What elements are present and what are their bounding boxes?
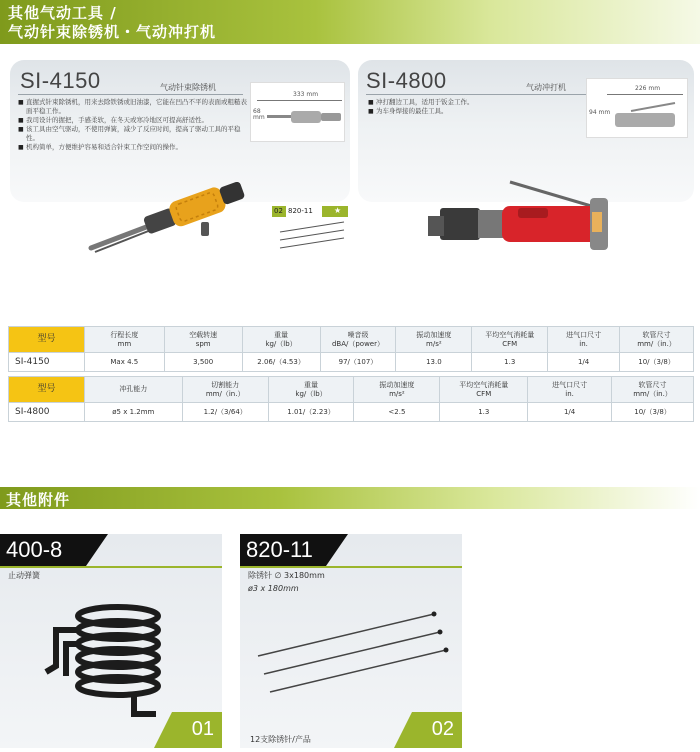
table-cell: 13.0 bbox=[396, 353, 472, 372]
accessory-card-820-11 bbox=[240, 534, 462, 748]
dim-height-label: 94 mm bbox=[589, 109, 611, 116]
table-cell: 1.3 bbox=[440, 403, 528, 422]
column-header: 重量 kg/（lb） bbox=[242, 327, 320, 353]
tool-outline-drawing bbox=[611, 99, 685, 135]
column-header: 进气口尺寸 in. bbox=[548, 327, 620, 353]
table-row bbox=[9, 403, 694, 422]
feature-item: ■ 该工具由空气驱动，不使用弹簧，减少了反应时间，提高了驱动工具的平稳性。 bbox=[18, 125, 248, 143]
tool-image-si4800 bbox=[420, 172, 620, 262]
column-header: 振动加速度 m/s² bbox=[396, 327, 472, 353]
product-name: 气动针束除锈机 bbox=[160, 83, 216, 92]
table-cell: 97/（107） bbox=[320, 353, 396, 372]
table-cell: 1.3 bbox=[472, 353, 548, 372]
column-header: 重量 kg/（lb） bbox=[268, 377, 354, 403]
section-header-accessories bbox=[0, 487, 700, 509]
feature-item: ■ 我司设计的握把，手感柔软，在冬天或寒冷地区可提高舒适性。 bbox=[18, 116, 248, 125]
card-title-tab bbox=[0, 534, 86, 566]
page-header bbox=[0, 0, 700, 44]
accessory-note: 12支除锈针/产品 bbox=[250, 735, 311, 744]
column-header: 软管尺寸 mm/（in.） bbox=[612, 377, 694, 403]
table-cell: SI-4150 bbox=[9, 353, 85, 372]
column-header: 振动加速度 m/s² bbox=[354, 377, 440, 403]
table-cell: 1/4 bbox=[528, 403, 612, 422]
column-header: 型号 bbox=[9, 327, 85, 353]
column-header: 平均空气消耗量 CFM bbox=[440, 377, 528, 403]
title-underline bbox=[18, 94, 243, 95]
product-model: SI-4150 bbox=[20, 68, 101, 93]
header-title-line2: 气动针束除锈机・气动冲打机 bbox=[8, 23, 217, 41]
accessory-name: 除锈针 ∅ 3x180mm bbox=[248, 571, 325, 580]
table-cell: 10/（3/8） bbox=[620, 353, 694, 372]
title-underline bbox=[366, 94, 586, 95]
feature-item: ■ 直握式针束除锈机，用来去除铁锈或旧油漆，它能在凹凸不平的表面或粗糙表面平稳工作。 bbox=[18, 98, 248, 116]
accessory-tag-number: 02 bbox=[274, 207, 283, 215]
table-cell: <2.5 bbox=[354, 403, 440, 422]
feature-item: ■ 机构简单，方便维护容易和适合针束工作空间的操作。 bbox=[18, 143, 248, 152]
needle-thumbnail-image bbox=[276, 220, 348, 254]
table-header-row bbox=[9, 377, 694, 403]
accessory-card-400-8 bbox=[0, 534, 222, 748]
accessory-code: 820-11 bbox=[246, 537, 313, 562]
column-header: 软管尺寸 mm/（in.） bbox=[620, 327, 694, 353]
table-cell: 2.06/（4.53） bbox=[242, 353, 320, 372]
card-underline bbox=[240, 566, 462, 568]
needles-image bbox=[254, 606, 454, 706]
spec-table-si4150 bbox=[8, 326, 694, 372]
dim-height-label: 68 mm bbox=[253, 108, 265, 121]
dimension-diagram bbox=[250, 82, 345, 142]
section-title: 其他附件 bbox=[6, 491, 71, 509]
spring-image bbox=[36, 596, 176, 721]
dim-length-label: 333 mm bbox=[293, 91, 319, 98]
column-header: 型号 bbox=[9, 377, 85, 403]
accessory-tag bbox=[272, 206, 348, 217]
dim-line bbox=[257, 100, 342, 101]
card-underline bbox=[0, 566, 222, 568]
tool-image-si4150 bbox=[85, 182, 255, 257]
column-header: 冲孔能力 bbox=[84, 377, 182, 403]
column-header: 空载转速 spm bbox=[164, 327, 242, 353]
product-panel-si4150 bbox=[10, 60, 350, 202]
table-cell: SI-4800 bbox=[9, 403, 85, 422]
accessory-tag-code: 820-11 bbox=[286, 206, 322, 217]
accessory-name: 止动弹簧 bbox=[8, 571, 40, 580]
star-icon: ★ bbox=[334, 206, 342, 215]
product-name: 气动冲打机 bbox=[526, 83, 566, 92]
table-cell: 1.2/（3/64） bbox=[182, 403, 268, 422]
product-model: SI-4800 bbox=[366, 68, 447, 93]
tool-outline-drawing bbox=[265, 105, 345, 129]
table-cell: 10/（3/8） bbox=[612, 403, 694, 422]
table-cell: 3,500 bbox=[164, 353, 242, 372]
table-cell: 1/4 bbox=[548, 353, 620, 372]
table-cell: Max 4.5 bbox=[84, 353, 164, 372]
dimension-diagram bbox=[586, 78, 688, 138]
card-number: 02 bbox=[431, 718, 454, 740]
column-header: 切割能力 mm/（in.） bbox=[182, 377, 268, 403]
table-row bbox=[9, 353, 694, 372]
feature-item: ■ 为车身焊接的最佳工具。 bbox=[368, 107, 578, 116]
accessory-code: 400-8 bbox=[6, 537, 63, 562]
spec-table-si4800 bbox=[8, 376, 694, 422]
column-header: 噪音级 dBA/（power） bbox=[320, 327, 396, 353]
feature-list bbox=[368, 98, 578, 116]
feature-item: ■ 冲打翻边工具，适用于钣金工作。 bbox=[368, 98, 578, 107]
card-title-tab bbox=[240, 534, 326, 566]
column-header: 行程长度 mm bbox=[84, 327, 164, 353]
table-cell: ø5 x 1.2mm bbox=[84, 403, 182, 422]
column-header: 平均空气消耗量 CFM bbox=[472, 327, 548, 353]
column-header: 进气口尺寸 in. bbox=[528, 377, 612, 403]
card-number: 01 bbox=[191, 718, 214, 740]
table-header-row bbox=[9, 327, 694, 353]
dim-length-label: 226 mm bbox=[635, 85, 661, 92]
dim-line bbox=[607, 94, 683, 95]
accessory-spec: ø3 x 180mm bbox=[248, 584, 299, 593]
card-number-badge bbox=[172, 712, 222, 748]
table-cell: 1.01/（2.23） bbox=[268, 403, 354, 422]
feature-list bbox=[18, 98, 248, 152]
header-title-line1: 其他气动工具 / bbox=[8, 4, 117, 22]
card-number-badge bbox=[412, 712, 462, 748]
